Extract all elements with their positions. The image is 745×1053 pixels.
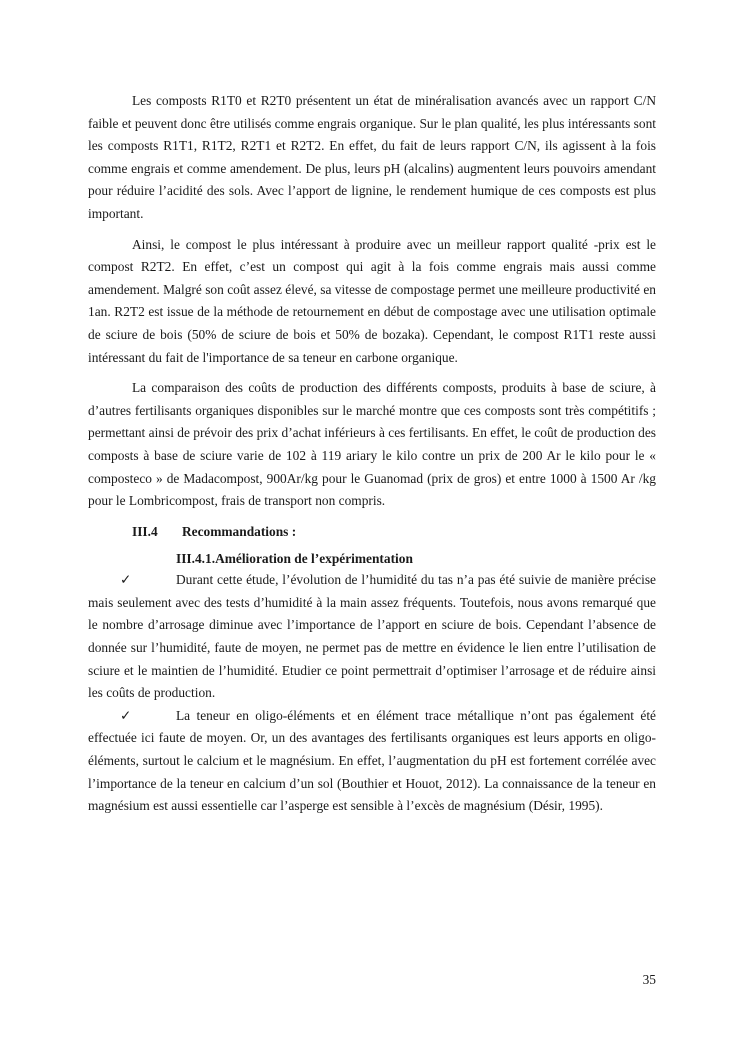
subsection-heading: III.4.1.Amélioration de l’expérimentation xyxy=(176,551,413,567)
section-number: III.4 xyxy=(132,523,158,539)
page-number: 35 xyxy=(642,972,656,987)
document-page xyxy=(88,90,656,818)
bullet-item-1 xyxy=(88,569,656,705)
checkmark-icon: ✓ xyxy=(120,707,132,723)
paragraph-3: La comparaison des coûts de production des différents composts, produits à base de sciure, à d’autres fertilisants organiques disponibles sur le marché montre que ces composts sont très compétitifs ; permettant ainsi de prévoir des prix d’achat inférieurs à ces fertilisants. En effet, le coût de production des composts à base de sciure varie de 102 à 119 ariary le kilo contre un prix de 200 Ar le kilo pour le « composteco » de Madacompost, 900Ar/kg pour le Guanomad (prix de gros) et entre 1000 à 1500 Ar /kg pour le Lombricompost, frais de transport non compris. xyxy=(88,380,656,509)
bullet-text: Durant cette étude, l’évolution de l’humidité du tas n’a pas été suivie de manière précise mais seulement avec des tests d’humidité à la main assez fréquents. Toutefois, nous avons remarqué que le nombre d’arrosage diminue avec l’importance de l’apport en sciure de bois. Cependant l’absence de donnée sur l’humidité, faute de moyen, ne permet pas de mettre en évidence le lien entre l’utilisation de sciure et le maintien de l’humidité. Etudier ce point permettrait d’optimiser l’arrosage et de réduire ainsi les coûts de production. xyxy=(88,572,656,701)
section-heading xyxy=(132,521,656,544)
section-title: Recommandations : xyxy=(182,523,297,539)
bullet-item-2 xyxy=(88,705,656,818)
checkmark-icon: ✓ xyxy=(120,572,132,588)
paragraph-1: Les composts R1T0 et R2T0 présentent un état de minéralisation avancés avec un rapport C/N faible et peuvent donc être utilisés comme engrais organique. Sur le plan qualité, les plus intéressants sont les composts R1T1, R1T2, R2T1 et R2T2. En effet, du fait de leurs rapport C/N, ils agissent à la fois comme engrais et comme amendement. De plus, leurs pH (alcalins) augmentent leurs pouvoirs amendant pour réduire l’acidité des sols. Avec l’apport de lignine, le rendement humique de ces composts est plus important. xyxy=(88,93,656,221)
bullet-text: La teneur en oligo-éléments et en élément trace métallique n’ont pas également été effectuée ici faute de moyen. Or, un des avantages des fertilisants organiques est leurs apports en oligo-éléments, surtout le calcium et le magnésium. En effet, l’augmentation du pH est fortement corrélée avec l’importance de la teneur en calcium d’un sol (Bouthier et Houot, 2012). La connaissance de la teneur en magnésium est aussi essentielle car l’asperge est sensible à l’excès de magnésium (Désir, 1995). xyxy=(88,707,656,814)
paragraph-2: Ainsi, le compost le plus intéressant à produire avec un meilleur rapport qualité -prix est le compost R2T2. En effet, c’est un compost qui agit à la fois comme engrais mais aussi comme amendement. Malgré son coût assez élevé, sa vitesse de compostage permet une meilleure productivité en 1an. R2T2 est issue de la méthode de retournement en début de compostage avec une utilisation optimale de sciure de bois (50% de sciure de bois et 50% de bozaka). Cependant, le compost R1T1 reste aussi intéressant du fait de l'importance de sa teneur en carbone organique. xyxy=(88,236,656,365)
